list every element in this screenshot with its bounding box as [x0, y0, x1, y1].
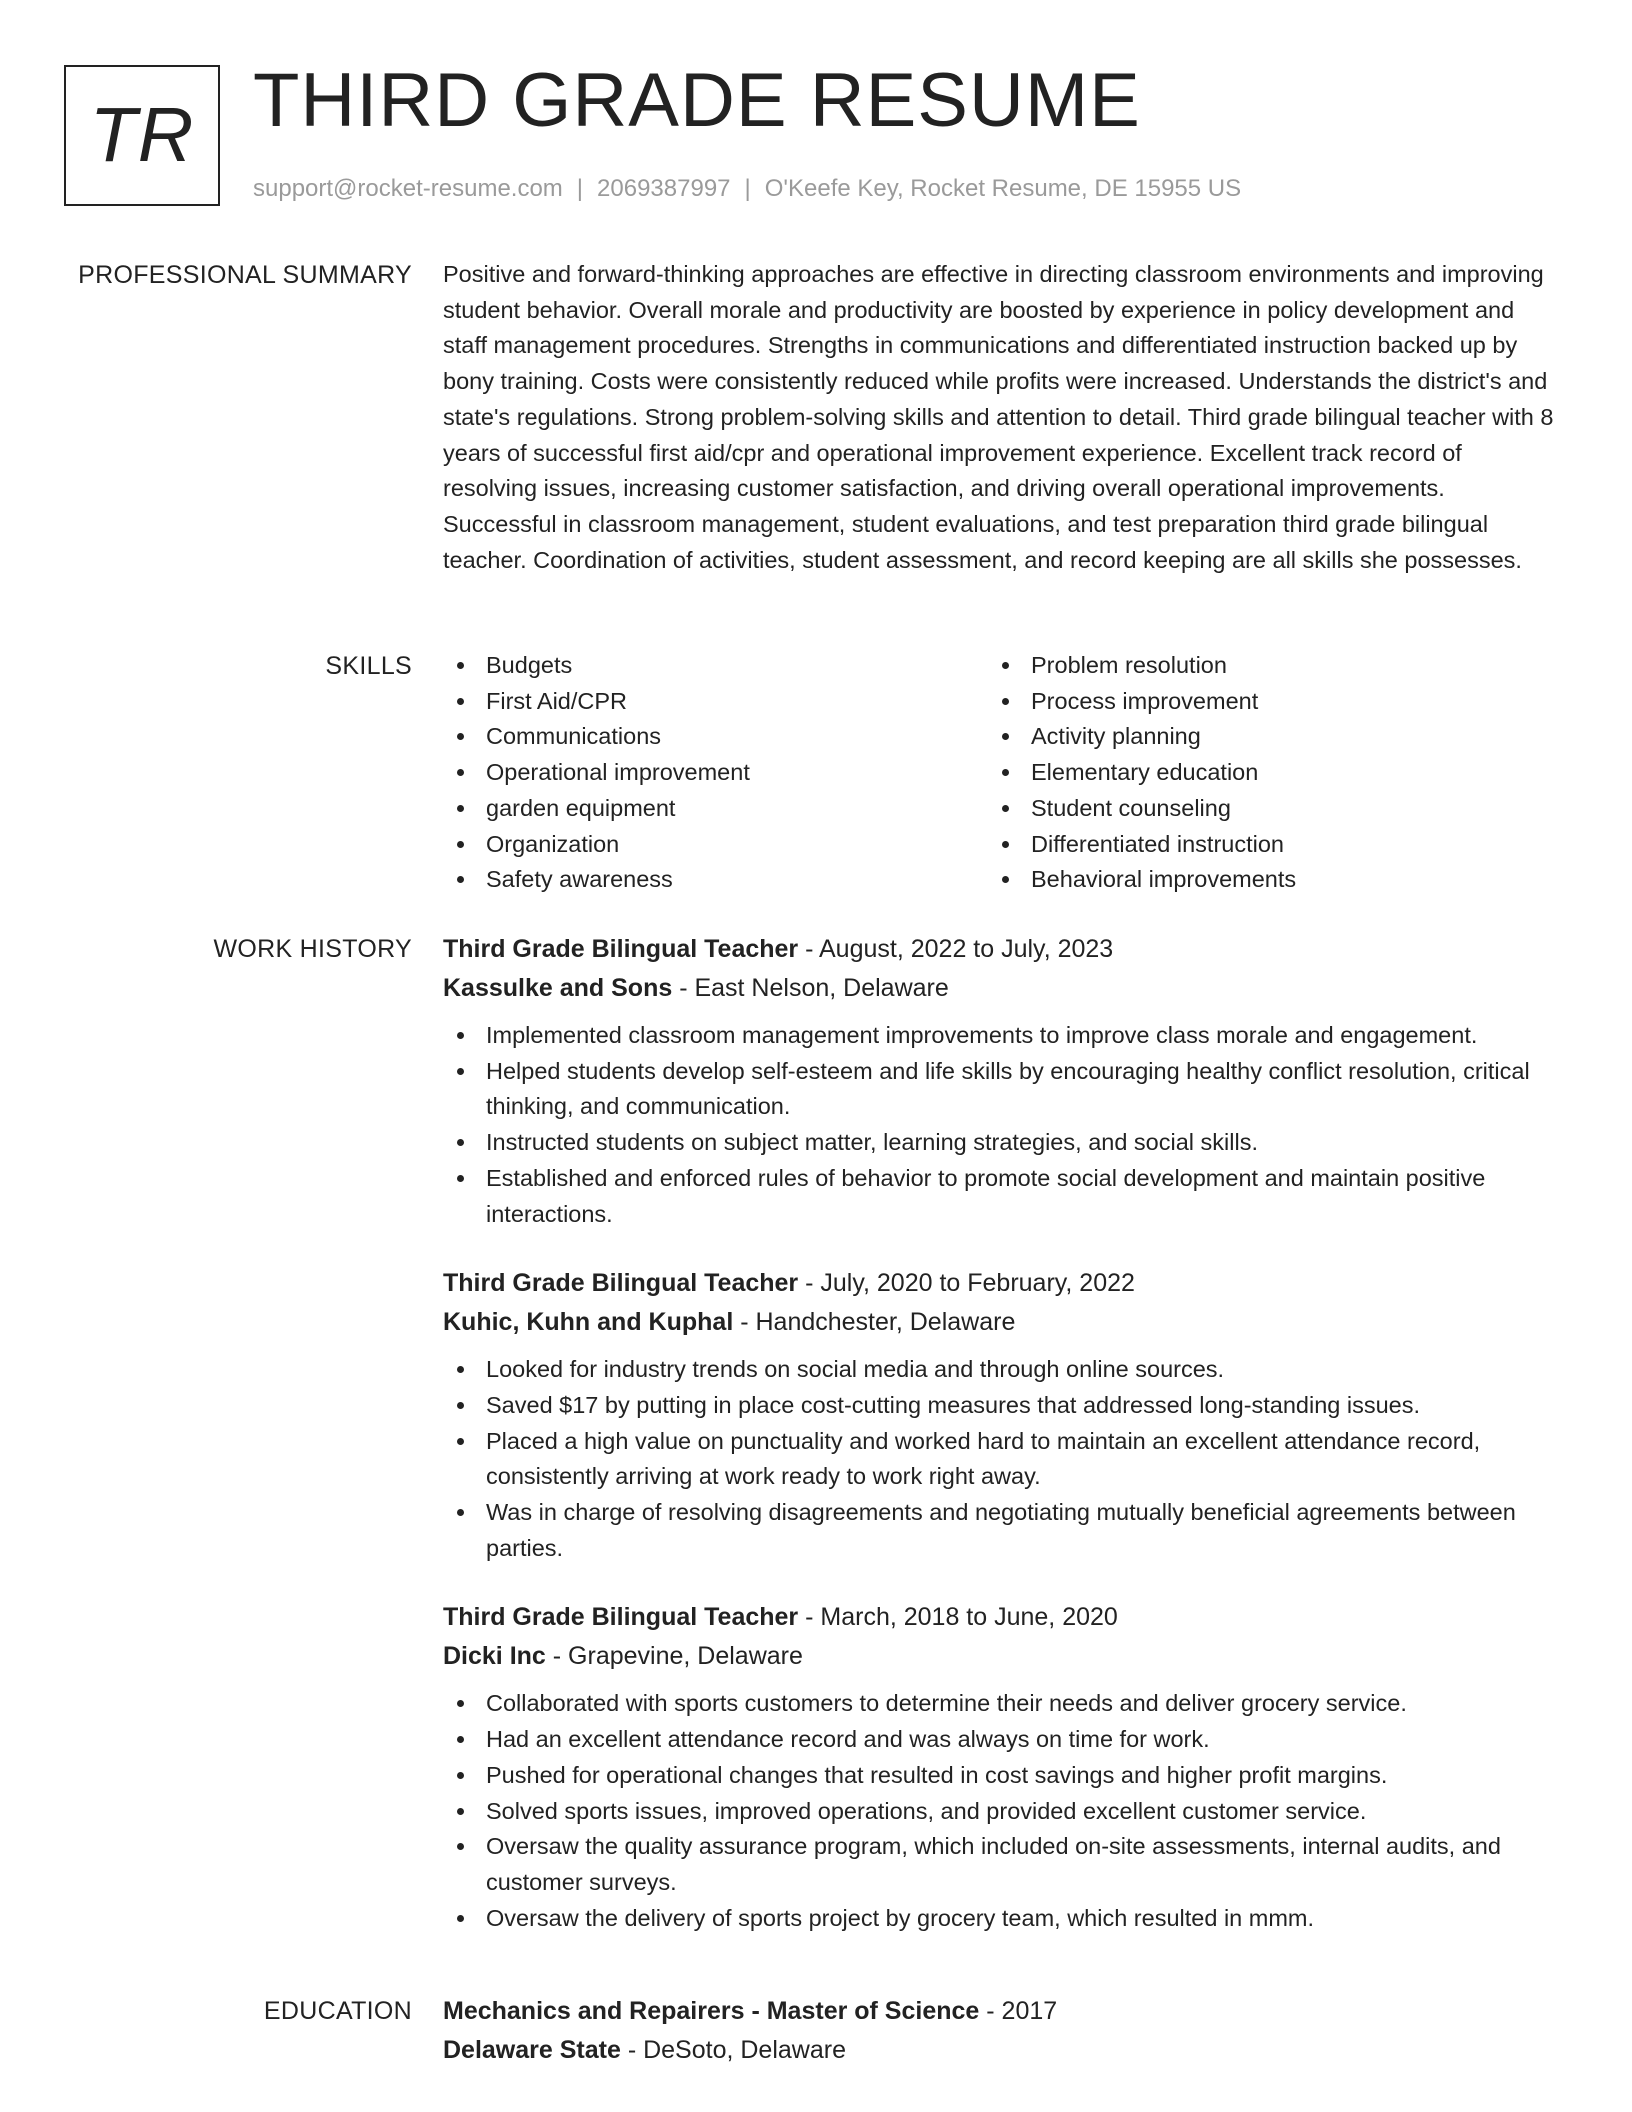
skill-item: Operational improvement: [443, 755, 988, 791]
job-bullet: Placed a high value on punctuality and worked hard to maintain an excellent attendance record, consistently arriving at work ready to work right away.: [443, 1424, 1558, 1495]
job-entry: [443, 1264, 1558, 1566]
job-title: Third Grade Bilingual Teacher: [443, 935, 799, 963]
job-bullet: Established and enforced rules of behavior to promote social development and maintain positive interactions.: [443, 1161, 1558, 1232]
work-history-body: [443, 930, 1558, 1968]
skills-body: [443, 648, 1558, 898]
skill-item: Safety awareness: [443, 862, 988, 898]
summary-text: Positive and forward-thinking approaches are effective in directing classroom environments and improving student behavior. Overall morale and productivity are boosted by experience in policy development and staff management procedures. Strengths in communications and differentiated instruction backed up by bony training. Costs were consistently reduced while profits were increased. Understands the district's and state's regulations. Strong problem-solving skills and attention to detail. Third grade bilingual teacher with 8 years of successful first aid/cpr and operational improvement experience. Excellent track record of resolving issues, increasing customer satisfaction, and driving overall operational improvements. Successful in classroom management, student evaluations, and test preparation third grade bilingual teacher. Coordination of activities, student assessment, and record keeping are all skills she possesses.: [443, 261, 1554, 573]
job-bullets: [443, 1352, 1558, 1566]
job-entry: [443, 1598, 1558, 1936]
school-name: Delaware State: [443, 2036, 621, 2064]
contact-separator: |: [744, 175, 751, 202]
job-bullet: Looked for industry trends on social media and through online sources.: [443, 1352, 1558, 1388]
summary-heading: PROFESSIONAL SUMMARY: [78, 261, 412, 289]
skills-grid: [443, 648, 1558, 898]
education-body: [443, 1992, 1558, 2070]
job-bullet: Oversaw the quality assurance program, which included on-site assessments, internal audits, and customer surveys.: [443, 1829, 1558, 1900]
work-history-heading: WORK HISTORY: [213, 935, 412, 963]
job-entry: [443, 930, 1558, 1232]
job-location: - Grapevine, Delaware: [545, 1642, 803, 1671]
job-company-line: [443, 969, 1558, 1008]
job-company-line: [443, 1637, 1558, 1676]
job-bullet: Helped students develop self-esteem and life skills by encouraging healthy conflict resolution, critical thinking, and communication.: [443, 1054, 1558, 1125]
job-bullet: Collaborated with sports customers to determine their needs and deliver grocery service.: [443, 1686, 1558, 1722]
job-title-line: [443, 1598, 1558, 1637]
job-dates: - March, 2018 to June, 2020: [798, 1603, 1118, 1632]
skill-item: First Aid/CPR: [443, 684, 988, 720]
job-location: - Handchester, Delaware: [733, 1308, 1016, 1337]
job-bullet: Solved sports issues, improved operations, and provided excellent customer service.: [443, 1794, 1558, 1830]
graduation-year: - 2017: [979, 1997, 1058, 2025]
job-company-line: [443, 1303, 1558, 1342]
job-location: - East Nelson, Delaware: [672, 974, 949, 1002]
skill-item: Process improvement: [988, 684, 1533, 720]
school-line: [443, 2031, 1558, 2070]
skill-item: garden equipment: [443, 791, 988, 827]
job-dates: - August, 2022 to July, 2023: [798, 935, 1114, 963]
contact-email: support@rocket-resume.com: [253, 175, 563, 202]
skill-item: Organization: [443, 827, 988, 863]
job-title: Third Grade Bilingual Teacher: [443, 1269, 799, 1298]
job-bullet: Was in charge of resolving disagreements and negotiating mutually beneficial agreements between parties.: [443, 1495, 1558, 1566]
job-bullet: Pushed for operational changes that resulted in cost savings and higher profit margins.: [443, 1758, 1558, 1794]
job-company: Kuhic, Kuhn and Kuphal: [443, 1308, 734, 1337]
job-title-line: [443, 1264, 1558, 1303]
school-location: - DeSoto, Delaware: [620, 2036, 846, 2064]
skill-item: Behavioral improvements: [988, 862, 1533, 898]
contact-phone: 2069387997: [597, 175, 731, 202]
job-title: Third Grade Bilingual Teacher: [443, 1603, 799, 1632]
job-bullets: [443, 1686, 1558, 1936]
skill-item: Activity planning: [988, 719, 1533, 755]
skill-item: Elementary education: [988, 755, 1533, 791]
degree: Mechanics and Repairers - Master of Science: [443, 1997, 980, 2025]
contact-separator: |: [576, 175, 584, 202]
job-bullet: Instructed students on subject matter, learning strategies, and social skills.: [443, 1125, 1558, 1161]
job-company: Kassulke and Sons: [443, 974, 673, 1002]
job-bullet: Oversaw the delivery of sports project by grocery team, which resulted in mmm.: [443, 1901, 1558, 1937]
job-company: Dicki Inc: [443, 1642, 546, 1671]
job-bullets: [443, 1018, 1558, 1232]
monogram-logo: TR: [64, 65, 220, 206]
job-bullet: Implemented classroom management improvements to improve class morale and engagement.: [443, 1018, 1558, 1054]
skills-heading: SKILLS: [325, 652, 412, 680]
summary-body: [443, 257, 1558, 578]
skill-item: Communications: [443, 719, 988, 755]
skill-item: Problem resolution: [988, 648, 1533, 684]
skill-item: Student counseling: [988, 791, 1533, 827]
job-bullet: Saved $17 by putting in place cost-cutting measures that addressed long-standing issues.: [443, 1388, 1558, 1424]
contact-address: O'Keefe Key, Rocket Resume, DE 15955 US: [764, 175, 1242, 202]
skills-list-left: [443, 648, 988, 898]
job-bullet: Had an excellent attendance record and was always on time for work.: [443, 1722, 1558, 1758]
skill-item: Budgets: [443, 648, 988, 684]
skills-list-right: [988, 648, 1533, 898]
education-heading: EDUCATION: [263, 1997, 412, 2025]
job-title-line: [443, 930, 1558, 969]
job-dates: - July, 2020 to February, 2022: [798, 1269, 1135, 1298]
skill-item: Differentiated instruction: [988, 827, 1533, 863]
resume-title: THIRD GRADE RESUME: [253, 58, 1141, 143]
degree-line: [443, 1992, 1558, 2031]
contact-line: [253, 174, 1241, 204]
